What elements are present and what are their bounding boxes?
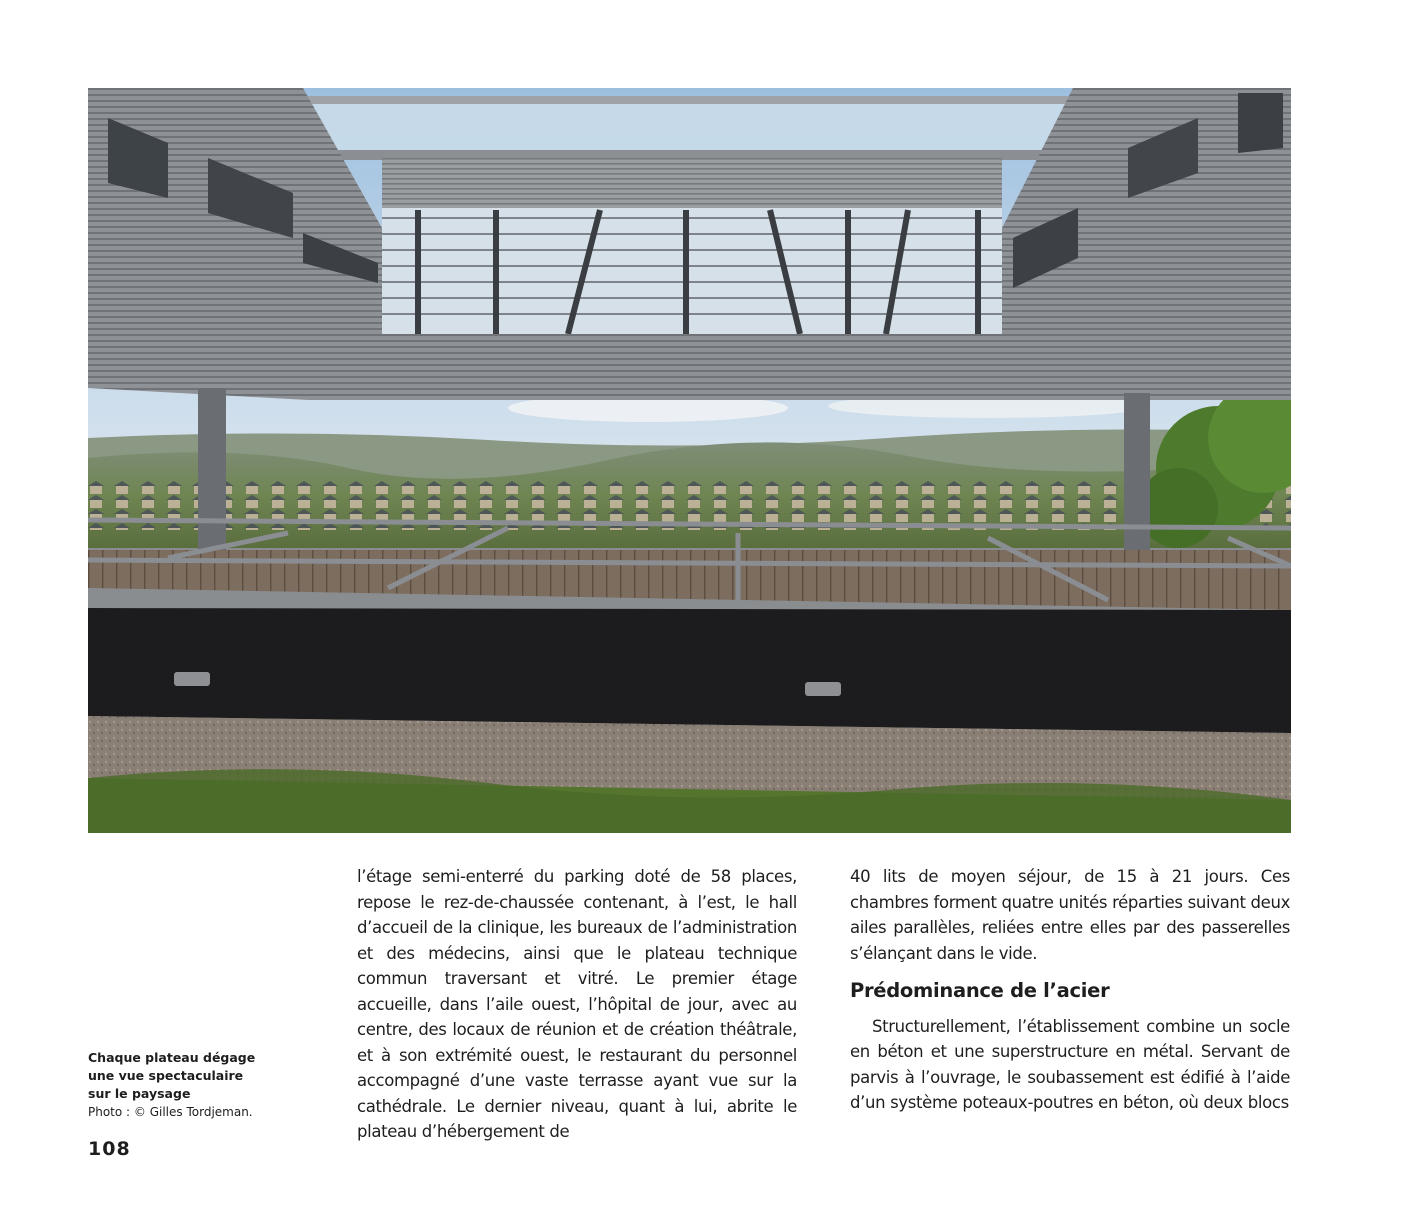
photo-terrace-view	[88, 88, 1291, 833]
photo-caption	[88, 1049, 268, 1121]
page-number: 108	[88, 1138, 131, 1160]
caption-title: Chaque plateau dégage une vue spectaculaire sur le paysage	[88, 1050, 256, 1101]
section-heading: Prédominance de l’acier	[850, 979, 1110, 1002]
text-column-right	[850, 864, 1290, 1116]
paragraph-body: Structurellement, l’établissement combine un socle en béton et une superstructure en métal. Servant de parvis à l’ouvrage, le soubassement est édifié à l’aide d’un système poteaux-poutres en béton, où deux blocs	[850, 1016, 1290, 1112]
paragraph-continuation: l’étage semi-enterré du parking doté de 58 places, repose le rez-de-chaussée contenant, à l’est, le hall d’accueil de la clinique, les bureaux de l’administration et des médecins, ainsi que le plateau technique commun traversant et vitré. Le premier étage accueille, dans l’aile ouest, l’hôpital de jour, avec au centre, des locaux de réunion et de création théâtrale, et à son extrémité ouest, le restaurant du personnel accompagné d’une vaste terrasse ayant vue sur la cathédrale. Le dernier niveau, quant à lui, abrite le plateau d’hébergement de	[357, 867, 797, 1141]
photo-illustration	[88, 88, 1291, 833]
paragraph-intro: 40 lits de moyen séjour, de 15 à 21 jours. Ces chambres forment quatre unités réparties suivant deux ailes parallèles, reliées entre elles par des passerelles s’élançant dans le vide.	[850, 867, 1290, 963]
text-column-left	[357, 864, 797, 1145]
caption-credit: Photo : © Gilles Tordjeman.	[88, 1105, 253, 1119]
